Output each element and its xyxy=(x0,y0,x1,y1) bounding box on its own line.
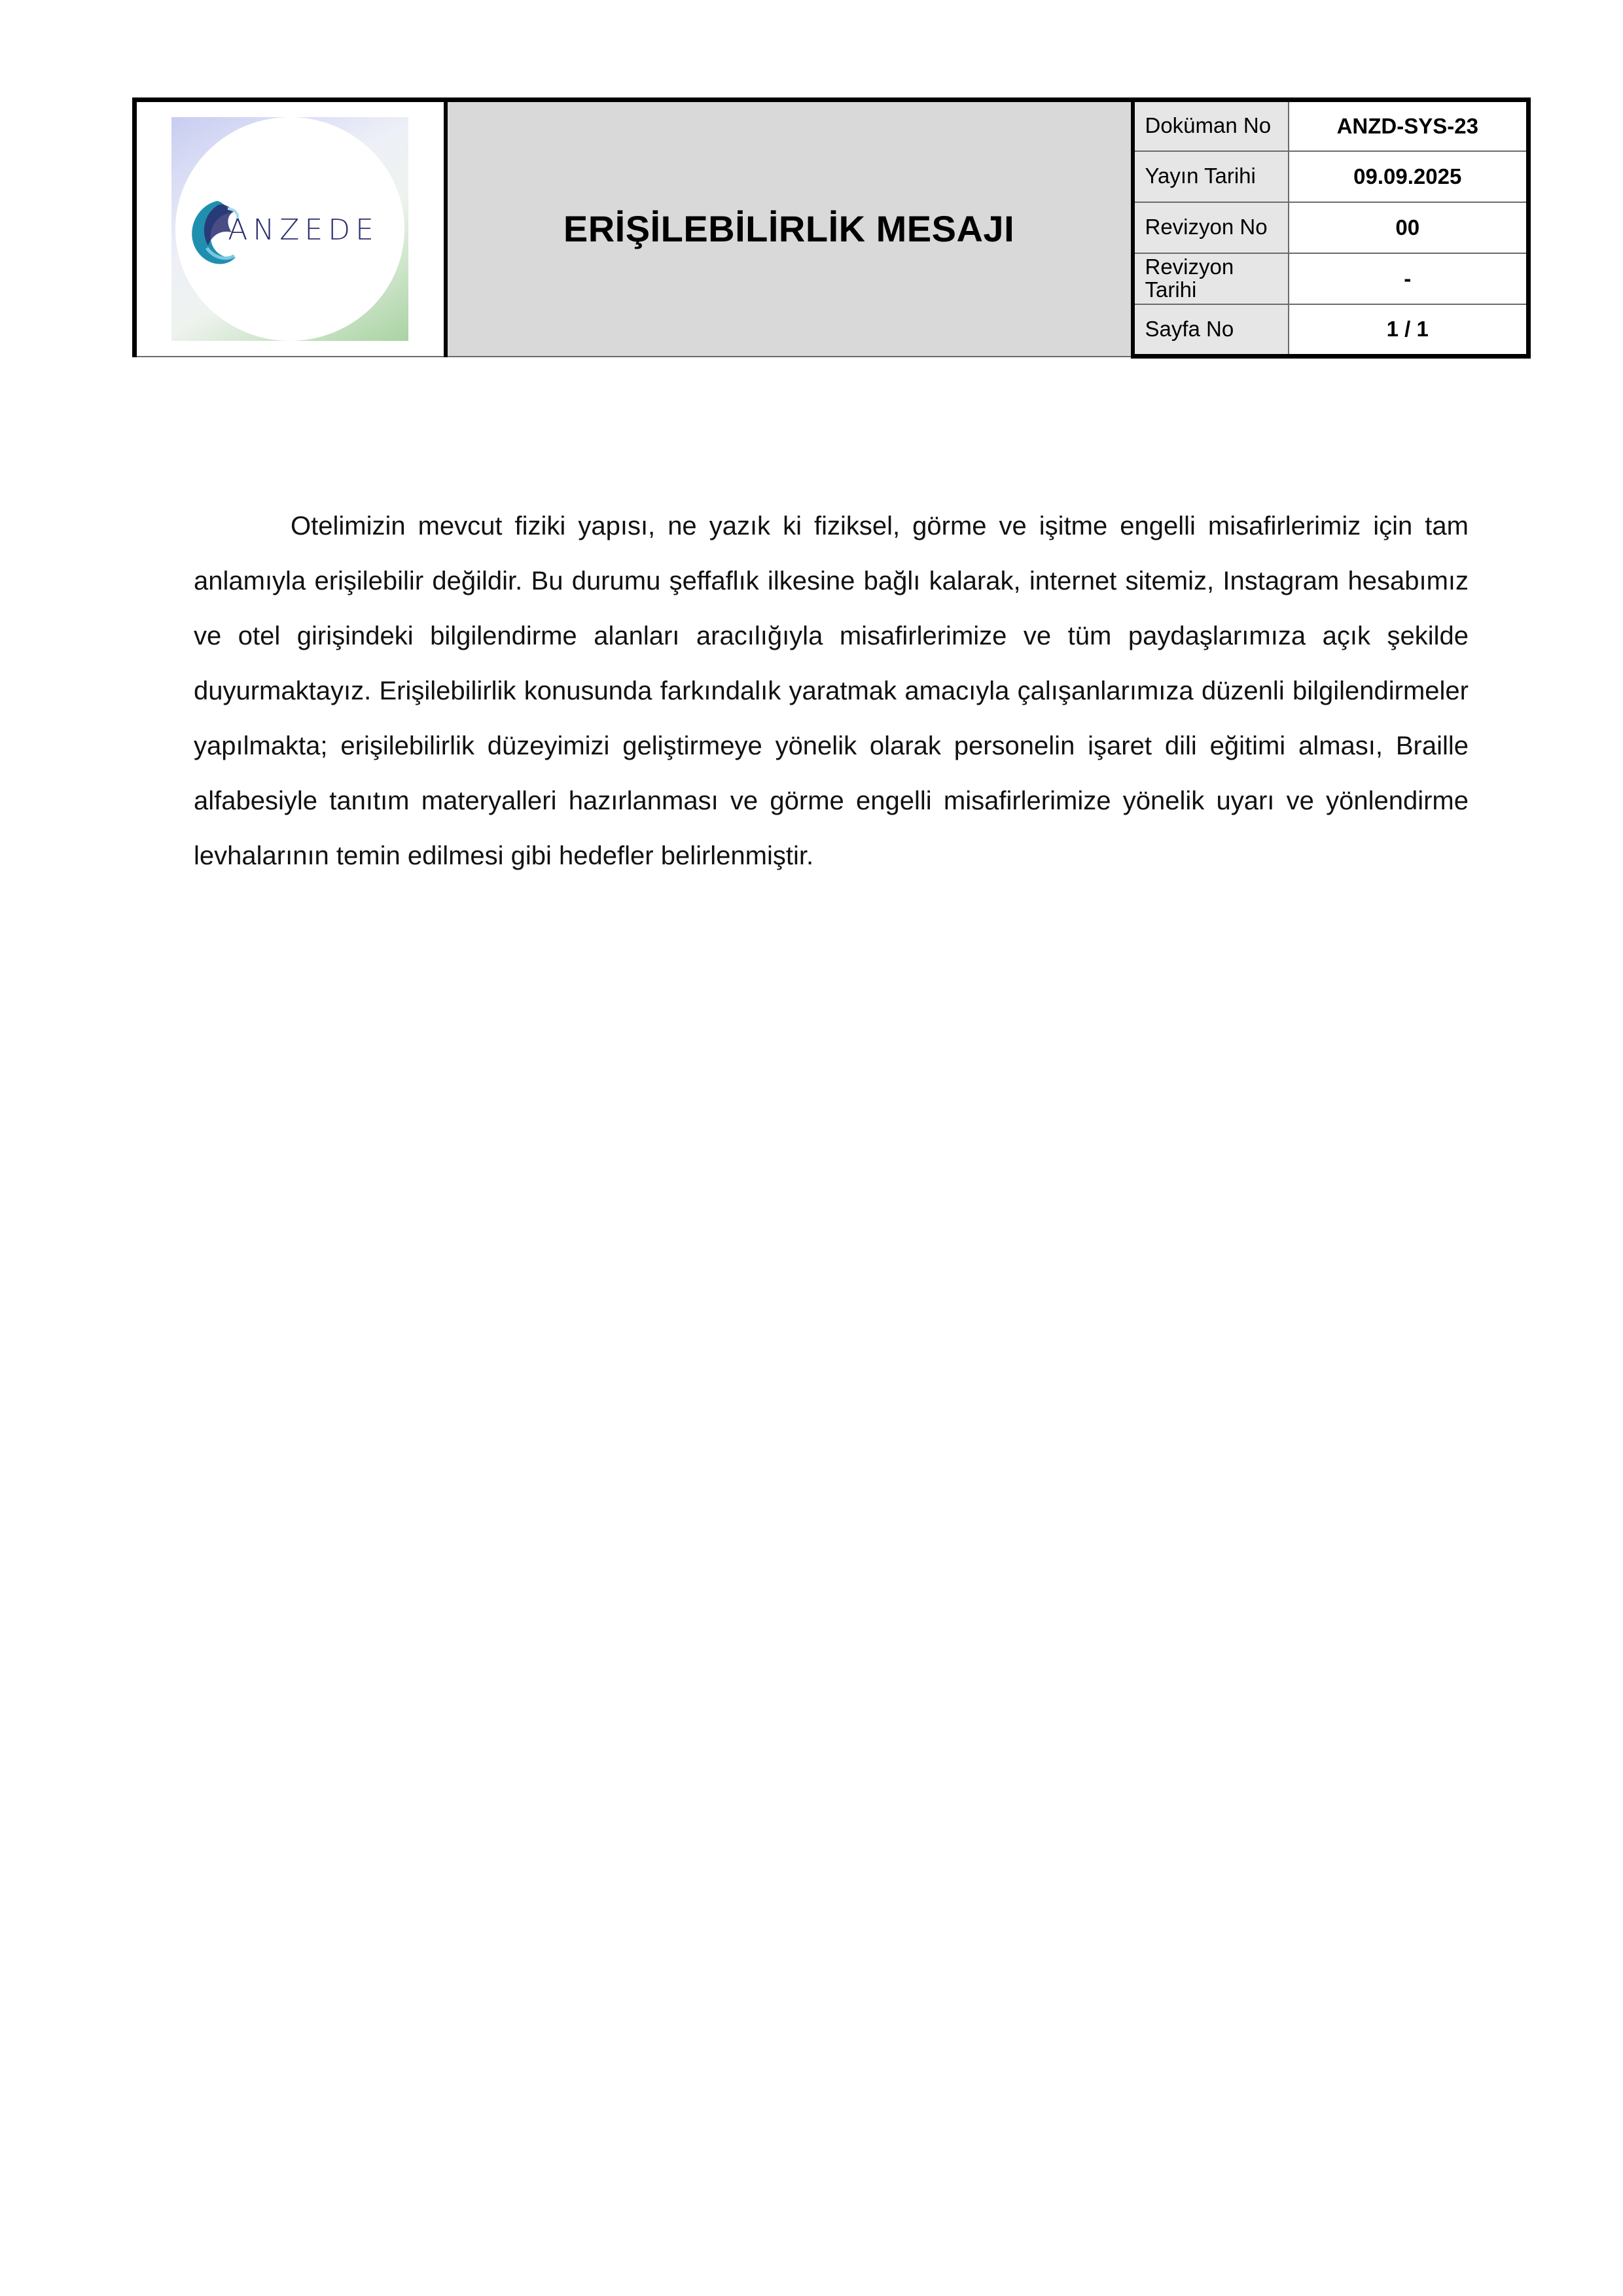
logo-cell xyxy=(135,100,446,357)
document-title: ERİŞİLEBİLİRLİK MESAJI xyxy=(563,208,1015,250)
meta-label-text: Revizyon Tarihi xyxy=(1145,254,1234,302)
meta-value: ANZD-SYS-23 xyxy=(1289,100,1529,151)
company-logo xyxy=(171,117,408,341)
document-header-table xyxy=(132,97,1531,359)
title-cell xyxy=(446,100,1133,357)
logo-wordmark: ANZEDE xyxy=(228,213,379,247)
meta-label xyxy=(1133,253,1289,304)
meta-value: 00 xyxy=(1289,202,1529,253)
meta-value: - xyxy=(1289,253,1529,304)
meta-value: 1 / 1 xyxy=(1289,304,1529,357)
meta-value: 09.09.2025 xyxy=(1289,151,1529,202)
meta-label: Revizyon No xyxy=(1133,202,1289,253)
body-paragraph: Otelimizin mevcut fiziki yapısı, ne yazık ki fiziksel, görme ve işitme engelli misafirlerimiz için tam anlamıyla erişilebilir değildir. Bu durumu şeffaflık ilkesine bağlı kalarak, internet sitemiz, Instagram hesabımız ve otel girişindeki bilgilendirme alanları aracılığıyla misafirlerimize ve tüm paydaşlarımıza açık şekilde duyurmaktayız. Erişilebilirlik konusunda farkındalık yaratmak amacıyla çalışanlarımıza düzenli bilgilendirmeler yapılmakta; erişilebilirlik düzeyimizi geliştirmeye yönelik olarak personelin işaret dili eğitimi alması, Braille alfabesiyle tanıtım materyalleri hazırlanması ve görme engelli misafirlerimize yönelik uyarı ve yönlendirme levhalarının temin edilmesi gibi hedefler belirlenmiştir. xyxy=(194,512,1469,870)
meta-label: Sayfa No xyxy=(1133,304,1289,357)
meta-label: Yayın Tarihi xyxy=(1133,151,1289,202)
meta-label: Doküman No xyxy=(1133,100,1289,151)
